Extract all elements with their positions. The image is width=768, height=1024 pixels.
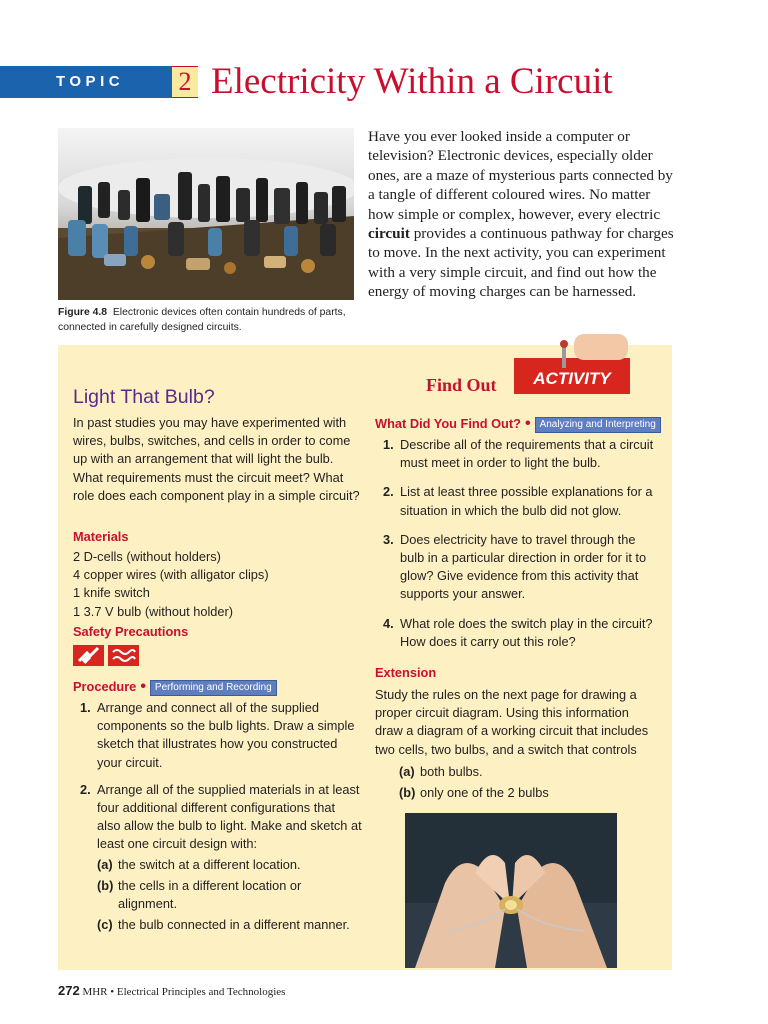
procedure-sub-text: the switch at a different location. — [118, 856, 301, 872]
materials-item: 1 knife switch — [73, 585, 150, 601]
procedure-step-text: Arrange and connect all of the supplied components so the bulb lights. Draw a simple sketch that illustrates how you constructed your circuit. — [97, 700, 355, 770]
hot-object-safety-icon — [108, 645, 139, 666]
question-number: 4. — [383, 615, 394, 631]
findout-heading-row — [375, 415, 675, 433]
topic-label: TOPIC — [56, 73, 125, 90]
footer-separator: • — [110, 986, 115, 998]
materials-item: 2 D-cells (without holders) — [73, 549, 221, 564]
procedure-sub-text: the cells in a different location or alignment. — [118, 877, 302, 912]
extension-sub-text: both bulbs. — [420, 764, 483, 779]
procedure-sub-item — [97, 856, 362, 874]
hands-bulb-photo — [405, 813, 617, 968]
procedure-sub-letter: (a) — [97, 856, 113, 872]
page-footer — [58, 983, 285, 998]
procedure-sub-letter: (b) — [97, 877, 114, 893]
procedure-list — [80, 699, 362, 934]
findout-skill-tag: Analyzing and Interpreting — [535, 417, 661, 433]
safety-heading: Safety Precautions — [73, 624, 189, 639]
findout-bullet: • — [524, 415, 531, 432]
question-number: 3. — [383, 531, 394, 547]
procedure-step-number: 2. — [80, 781, 91, 797]
extension-sub-list — [399, 763, 659, 802]
procedure-step-text: Arrange all of the supplied materials in at least four additional different configurations that also allow the bulb to light. Make and sketch at least one circuit design with: — [97, 781, 362, 852]
findout-heading: What Did You Find Out? — [375, 416, 521, 431]
footer-book-title: Electrical Principles and Technologies — [116, 986, 286, 998]
electrical-safety-icon — [73, 645, 104, 666]
materials-item: 4 copper wires (with alligator clips) — [73, 567, 269, 583]
question-number: 1. — [383, 437, 394, 452]
procedure-sub-list — [80, 856, 362, 935]
materials-heading: Materials — [73, 529, 129, 544]
page-title: Electricity Within a Circuit — [211, 61, 613, 102]
question-item — [383, 531, 658, 604]
question-item — [383, 615, 658, 651]
footer-publisher: MHR — [82, 986, 108, 998]
question-text: Does electricity have to travel through the bulb in a particular direction in order for it to glow? Give evidence from this activity that supports your answer. — [400, 531, 647, 602]
question-item — [383, 436, 658, 472]
intro-text-before: Have you ever looked inside a computer or television? Electronic devices, especially older ones, are a maze of mysterious parts connected by a tangle of different coloured wires. No matter how simple or complex, however, every electric — [368, 128, 673, 223]
intro-paragraph — [368, 127, 678, 302]
extension-sub-text: only one of the 2 bulbs — [420, 785, 549, 801]
intro-text-after: provides a continuous pathway for charges to move. In the next activity, you can experiment with a very simple circuit, and find out how the energy of moving charges can be harnessed. — [368, 225, 674, 301]
procedure-sub-item — [97, 916, 362, 934]
extension-text: Study the rules on the next page for drawing a proper circuit diagram. Using this information draw a diagram of a working circuit that includes two cells, two bulbs, and a switch that controls — [375, 687, 649, 757]
question-number: 2. — [383, 484, 394, 500]
activity-intro: In past studies you may have experimented with wires, bulbs, switches, and cells in order to come up with an arrangement that will light the bulb. What requirements must the circuit meet? What role does each component play in a simple circuit? — [73, 415, 360, 503]
extension-heading: Extension — [375, 665, 437, 680]
circuit-board-photo — [58, 128, 354, 300]
question-item — [383, 483, 658, 519]
procedure-sub-text: the bulb connected in a different manner. — [118, 917, 350, 933]
materials-item: 1 3.7 V bulb (without holder) — [73, 603, 234, 619]
find-out-label: Find Out — [426, 375, 497, 395]
extension-sub-letter: (a) — [399, 764, 415, 779]
procedure-heading: Procedure — [73, 679, 137, 694]
procedure-bullet: • — [140, 678, 146, 695]
procedure-heading-row — [73, 678, 373, 696]
activity-title: Light That Bulb? — [73, 386, 215, 408]
extension-sub-item — [399, 784, 659, 802]
question-text: Describe all of the requirements that a circuit must meet in order to light the bulb. — [400, 437, 654, 471]
extension-sub-item — [399, 763, 659, 781]
topic-number-box — [172, 66, 198, 98]
intro-keyword: circuit — [368, 225, 410, 243]
figure-label: Figure 4.8 — [58, 307, 108, 318]
topic-bar — [0, 66, 172, 98]
topic-number: 2 — [178, 67, 192, 96]
figure-caption-text: Electronic devices often contain hundreds of parts, connected in carefully designed circuits. — [58, 307, 346, 333]
extension-sub-letter: (b) — [399, 785, 416, 801]
activity-badge — [514, 332, 630, 394]
figure-caption — [58, 305, 358, 335]
materials-list — [73, 548, 363, 621]
question-text: List at least three possible explanations for a situation in which the bulb did not glow. — [400, 484, 653, 518]
procedure-sub-letter: (c) — [97, 917, 113, 933]
procedure-step — [80, 781, 362, 854]
page-number: 272 — [58, 983, 80, 998]
procedure-skill-tag: Performing and Recording — [150, 680, 277, 696]
activity-badge-text: ACTIVITY — [533, 369, 611, 388]
procedure-step — [80, 699, 362, 772]
safety-icons — [73, 645, 139, 667]
question-text: What role does the switch play in the circuit? How does it carry out this role? — [400, 615, 653, 649]
findout-questions — [383, 436, 658, 651]
procedure-step-number: 1. — [80, 700, 91, 715]
procedure-sub-item — [97, 877, 362, 913]
